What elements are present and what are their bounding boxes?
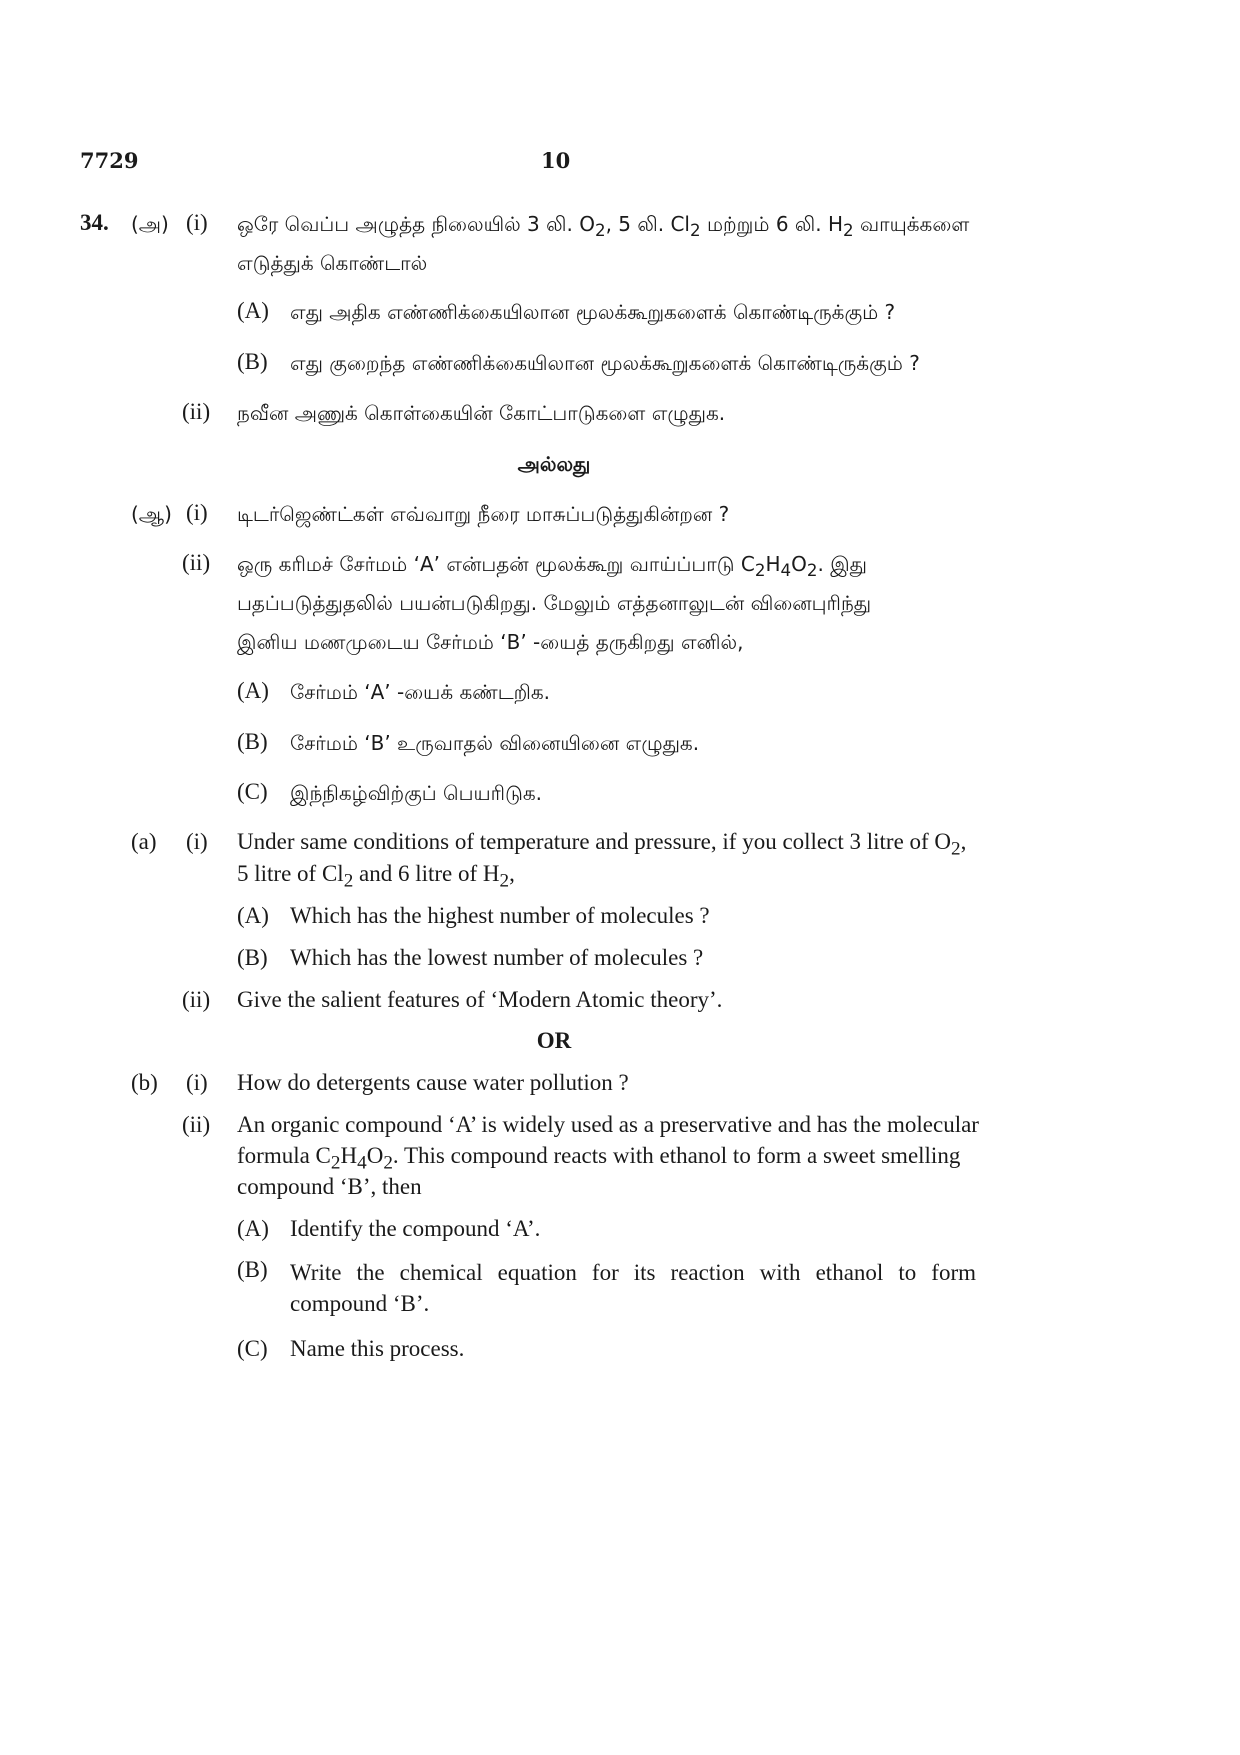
- paper-code: 7729: [80, 148, 139, 173]
- tamil-a-i-A-text: எது அதிக எண்ணிக்கையிலான மூலக்கூறுகளைக் கொண்டிருக்கும் ?: [290, 300, 896, 324]
- english-a-ii-label: (ii): [182, 987, 211, 1012]
- tamil-b-ii-line1: ஒரு கரிமச் சேர்மம் ‘A’ என்பதன் மூலக்கூறு வாய்ப்பாடு $C_2H_4O_2$. இது: [237, 552, 867, 580]
- tamil-a-ii-text: நவீன அணுக் கொள்கையின் கோட்பாடுகளை எழுதுக.: [237, 401, 726, 425]
- tamil-a-i-B-label: (B): [237, 349, 268, 374]
- tamil-b-ii-C-label: (C): [237, 779, 268, 804]
- english-b-ii-A-text: Identify the compound ‘A’.: [290, 1216, 541, 1241]
- english-b-ii-line2: formula $C_2H_4O_2$. This compound reacts with ethanol to form a sweet smelling: [237, 1143, 961, 1174]
- tamil-part-b-label: (ஆ): [131, 502, 172, 526]
- english-a-i-A-label: (A): [237, 903, 269, 928]
- question-number: 34.: [80, 210, 109, 235]
- tamil-a-ii-label: (ii): [182, 399, 211, 424]
- english-a-i-B-label: (B): [237, 945, 268, 970]
- tamil-part-a-label: (அ): [131, 212, 169, 236]
- english-b-ii-B-label: (B): [237, 1257, 268, 1282]
- english-b-ii-B-text: Write the chemical equation for its reaction with ethanol to form compound ‘B’.: [290, 1260, 976, 1316]
- tamil-b-ii-line3: இனிய மணமுடைய சேர்மம் ‘B’ -யைத் தருகிறது எனில்,: [237, 630, 744, 654]
- english-part-b-label: (b): [131, 1070, 158, 1095]
- english-a-i-A-text: Which has the highest number of molecules ?: [290, 903, 710, 928]
- tamil-b-ii-A-label: (A): [237, 678, 269, 703]
- english-b-ii-C-text: Name this process.: [290, 1336, 465, 1361]
- page-number: 10: [541, 148, 571, 173]
- english-a-ii-text: Give the salient features of ‘Modern Atomic theory’.: [237, 987, 723, 1012]
- tamil-b-ii-label: (ii): [182, 550, 211, 575]
- tamil-b-i-text: டிடர்ஜெண்ட்கள் எவ்வாறு நீரை மாசுப்படுத்துகின்றன ?: [237, 502, 730, 526]
- english-b-ii-line3: compound ‘B’, then: [237, 1174, 422, 1199]
- tamil-b-ii-B-label: (B): [237, 729, 268, 754]
- english-b-i-label: (i): [186, 1070, 208, 1095]
- english-b-i-text: How do detergents cause water pollution ?: [237, 1070, 629, 1095]
- english-b-ii-A-label: (A): [237, 1216, 269, 1241]
- tamil-b-ii-A-text: சேர்மம் ‘A’ -யைக் கண்டறிக.: [290, 680, 550, 704]
- english-a-i-line2: 5 litre of $Cl_2$ and 6 litre of $H_2$,: [237, 861, 515, 892]
- english-part-a-label: (a): [131, 829, 157, 854]
- english-a-i-line1: Under same conditions of temperature and pressure, if you collect 3 litre of $O_2$,: [237, 829, 967, 860]
- english-b-ii-line1: An organic compound ‘A’ is widely used as a preservative and has the molecular: [237, 1112, 979, 1137]
- english-b-ii-C-label: (C): [237, 1336, 268, 1361]
- tamil-a-i-label: (i): [186, 210, 208, 235]
- tamil-a-i-line1: ஒரே வெப்ப அழுத்த நிலையில் 3 லி. $O_2$, 5 லி. $Cl_2$ மற்றும் 6 லி. $H_2$ வாயுக்களை: [237, 212, 970, 240]
- english-a-i-B-text: Which has the lowest number of molecules ?: [290, 945, 704, 970]
- tamil-b-ii-line2: பதப்படுத்துதலில் பயன்படுகிறது. மேலும் எத்தனாலுடன் வினைபுரிந்து: [237, 591, 872, 615]
- tamil-a-i-B-text: எது குறைந்த எண்ணிக்கையிலான மூலக்கூறுகளைக் கொண்டிருக்கும் ?: [290, 351, 920, 375]
- tamil-a-i-A-label: (A): [237, 298, 269, 323]
- tamil-b-ii-B-text: சேர்மம் ‘B’ உருவாதல் வினையினை எழுதுக.: [290, 731, 700, 755]
- tamil-b-ii-C-text: இந்நிகழ்விற்குப் பெயரிடுக.: [290, 781, 542, 805]
- tamil-or-divider: அல்லது: [517, 452, 591, 476]
- tamil-a-i-line2: எடுத்துக் கொண்டால்: [237, 251, 428, 275]
- english-or-divider: OR: [536, 1028, 572, 1053]
- english-b-ii-label: (ii): [182, 1112, 211, 1137]
- english-a-i-label: (i): [186, 829, 208, 854]
- tamil-b-i-label: (i): [186, 500, 208, 525]
